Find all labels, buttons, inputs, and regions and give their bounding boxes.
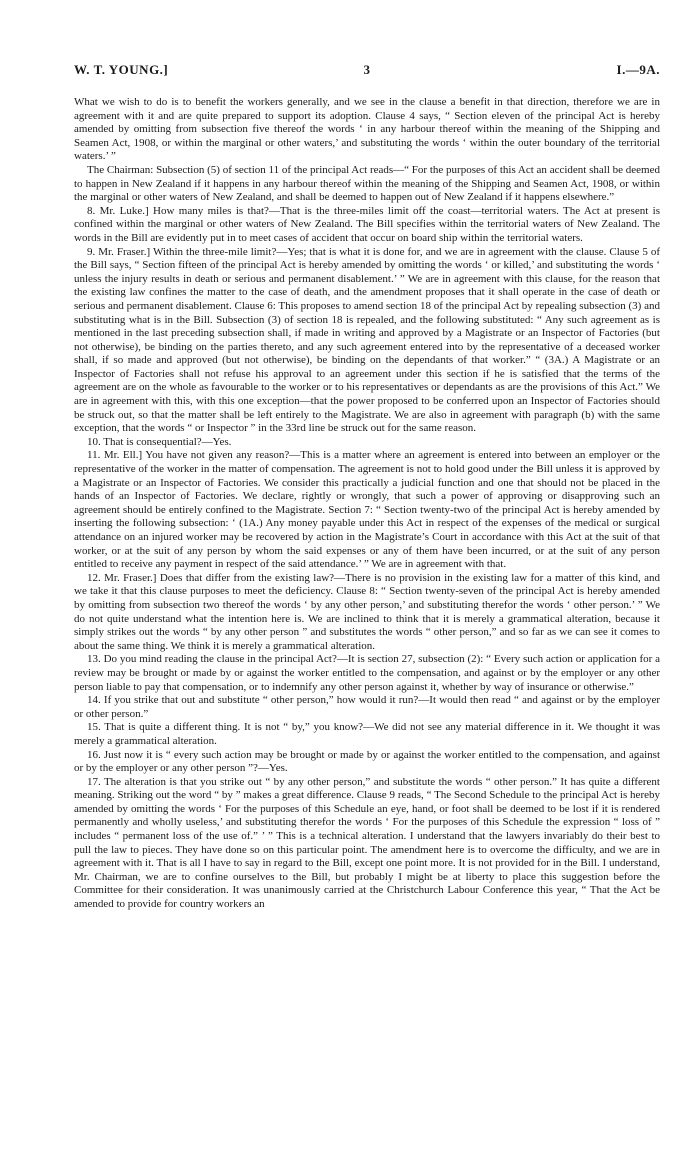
paragraph: 15. That is quite a different thing. It is not “ by,” you know?—We did not see any material difference in it. We thought it was merely a grammatical alteration.	[74, 721, 660, 747]
paragraph: 9. Mr. Fraser.] Within the three-mile limit?—Yes; that is what it is done for, and we are in agreement with the clause. Clause 5 of the Bill says, “ Section fifteen of the principal Act is hereby amended by omitting the words ‘ or killed,’ and substituting the words ‘ unless the injury results in death or serious and permanent disablement.’ ” We are in agreement with this clause, for the reason that the existing law confines the matter to the case of death, and the amendment proposes that it shall operate in the case of death or serious and permanent disablement. Clause 6: This proposes to amend section 18 of the principal Act by repealing subsection (3) and substituting what is in the Bill. Subsection (3) of section 18 is repealed, and the following substituted: “ Any such agreement as is mentioned in the last preceding subsection shall, if made in writing and approved by a Magistrate or an Inspector of Factories (but not otherwise), be binding on the parties thereto, and any such agreement entered into by the representative of a deceased worker shall, if so made and approved (but not otherwise), be binding on the dependants of that worker.” “ (3A.) A Magistrate or an Inspector of Factories shall not refuse his approval to an agreement under this section if he is satisfied that the terms of the agreement are on the whole as favourable to the worker or to his representatives or dependants as are the provisions of this Act.” We are in agreement with this, with this one exception—that the power proposed to be conferred upon an Inspector of Factories should be struck out, so that the matter shall be left entirely to the Magistrate. We are also in agreement with paragraph (b) with the same exception, that the words “ or Inspector ” in the 33rd line be struck out for the same reason.	[74, 245, 660, 435]
document-body	[74, 96, 660, 912]
paragraph: 14. If you strike that out and substitute “ other person,” how would it run?—It would then read “ and against or by the employer or other person.”	[74, 694, 660, 720]
paragraph: 13. Do you mind reading the clause in the principal Act?—It is section 27, subsection (2): “ Every such action or application for a review may be brought or made by or against the worker entitled to the compensation, and against or by the employer or any other person liable to pay that compensation, or to indemnify any other person against it, whether by way of insurance or otherwise.”	[74, 653, 660, 693]
paragraph: What we wish to do is to benefit the workers generally, and we see in the clause a benefit in that direction, therefore we are in agreement with it and are quite prepared to support its adoption. Clause 4 says, “ Section eleven of the principal Act is hereby amended by omitting from subsection five thereof the words ‘ in any harbour thereof within the meaning of the Shipping and Seamen Act, 1908, or within the marginal or other waters,’ and substituting the words ‘ within the outer boundary of the territorial waters.’ ”	[74, 96, 660, 163]
paragraph: 17. The alteration is that you strike out “ by any other person,” and substitute the words “ other person.” It has quite a different meaning. Striking out the word “ by ” makes a great difference. Clause 9 reads, “ The Second Schedule to the principal Act is hereby amended by omitting the words ‘ For the purposes of this Schedule an eye, hand, or foot shall be deemed to be lost if it is rendered permanently and wholly useless,’ and substituting therefor the words ‘ For the purposes of this Schedule the expression “ loss of ” includes “ permanent loss of the use of.” ’ ” This is a technical alteration. I understand that the lawyers invariably do their best to pull the law to pieces. They have done so on this particular point. The amendment here is to overcome the difficulty, and we are in agreement with it. That is all I have to say in regard to the Bill, except one point more. It is not provided for in the Bill. I understand, Mr. Chairman, we are to confine ourselves to the Bill, but probably I might be at liberty to place this suggestion before the Committee for their consideration. It was unanimously carried at the Christchurch Labour Conference this year, “ That the Act be amended to provide for country workers an	[74, 775, 660, 911]
paragraph: 10. That is consequential?—Yes.	[87, 435, 232, 448]
paragraph: 12. Mr. Fraser.] Does that differ from the existing law?—There is no provision in the existing law for a matter of this kind, and we take it that this clause purposes to meet the deficiency. Clause 8: “ Section twenty-seven of the principal Act is hereby amended by omitting from subsection two thereof the words ‘ by any other person,’ and substituting therefor the words ‘ other person.’ ” We do not quite understand what the intention here is. We are inclined to think that it is merely a grammatical alteration, because it simply strikes out the words “ by any other person ” and substitutes the words “ other person,” and so far as we can see it comes to about the same thing. We think it is merely a grammatical alteration.	[74, 571, 660, 652]
header-document-ref: I.—9A.	[616, 62, 660, 77]
paragraph: 11. Mr. Ell.] You have not given any reason?—This is a matter where an agreement is entered into between an employer or the representative of the worker in the matter of compensation. The agreement is not to hold good under the Bill unless it is approved by a Magistrate or an Inspector of Factories. We consider this practically a judicial function and one that should not be placed in the hands of an Inspector of Factories. We declare, rightly or wrongly, that such a power of approving or disapproving such an agreement should be entirely confined to the Magistrate. Section 7: “ Section twenty-two of the principal Act is hereby amended by inserting the following subsection: ‘ (1A.) Any money payable under this Act in respect of the expenses of the medical or surgical attendance on an injured worker may be recovered by action in the Magistrate’s Court in accordance with this Act at the suit of that worker, or at the suit of any person by whom the said expenses or any of them have been incurred, or at the suit of any person entitled to receive any payment in respect of the said attendance.’ ” We are in agreement with that.	[74, 449, 660, 571]
header-witness-name: W. T. YOUNG.]	[74, 62, 169, 77]
running-header	[74, 62, 660, 80]
paragraph: 8. Mr. Luke.] How many miles is that?—That is the three-miles limit off the coast—territorial waters. The Act at present is confined within the marginal or other waters of New Zealand. The Bill specifies within the territorial waters of New Zealand. The words in the Bill are evidently put in to meet cases of accident that occur on board ship within the territorial waters.	[74, 204, 660, 244]
page-number: 3	[363, 62, 371, 77]
paragraph: The Chairman: Subsection (5) of section 11 of the principal Act reads—“ For the purposes of this Act an accident shall be deemed to happen in New Zealand if it happens in any harbour thereof within the meaning of the Shipping and Seamen Act, 1908, or within the marginal or other waters of New Zealand, and shall be deemed to happen out of New Zealand if it happens elsewhere.”	[74, 163, 660, 204]
paragraph: 16. Just now it is “ every such action may be brought or made by or against the worker entitled to the compensation, and against or by the employer or any other person ”?—Yes.	[74, 748, 660, 775]
